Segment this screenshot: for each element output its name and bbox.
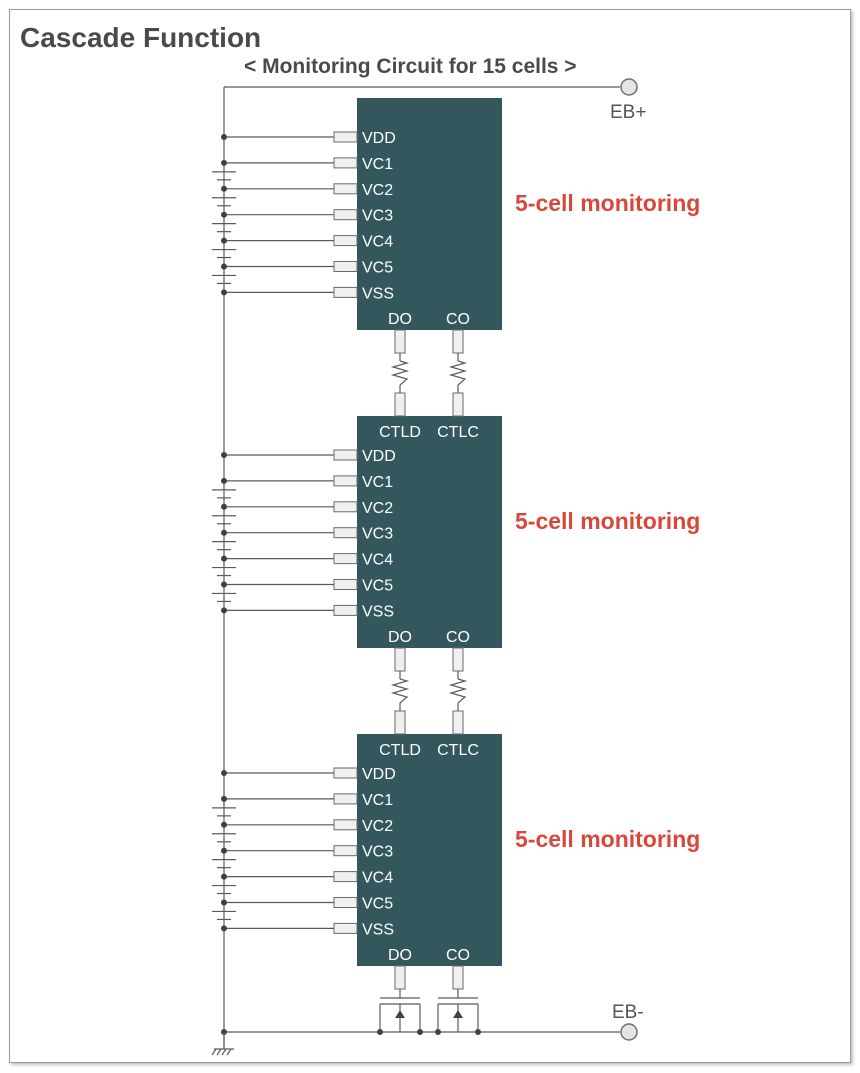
pin-vc4 <box>334 554 357 564</box>
resistor <box>451 361 465 385</box>
source-node <box>435 1029 441 1035</box>
pin-vss <box>334 287 357 297</box>
pin-label-vc5: VC5 <box>362 259 394 277</box>
rail-node <box>221 289 227 295</box>
eb-minus-terminal[interactable] <box>621 1024 637 1040</box>
diode-arrow <box>453 1010 463 1018</box>
rail-node <box>221 478 227 484</box>
resistor <box>393 679 407 703</box>
rail-node <box>221 134 227 140</box>
rail-node <box>221 452 227 458</box>
rail-node <box>221 900 227 906</box>
mosfet-2 <box>435 989 481 1035</box>
rail-node <box>221 504 227 510</box>
pin-label-do: DO <box>388 629 412 646</box>
drain-node <box>417 1029 423 1035</box>
pin-label-vc3: VC3 <box>362 525 394 543</box>
pin-label-vc4: VC4 <box>362 869 394 887</box>
rail-node <box>221 530 227 536</box>
link-resistor <box>451 671 465 734</box>
pin-vc4 <box>334 872 357 882</box>
pin-do <box>395 648 405 671</box>
resistor <box>393 361 407 385</box>
pin-vc3 <box>334 528 357 538</box>
rail-node <box>221 770 227 776</box>
pin-top <box>453 393 463 416</box>
rail-node <box>221 238 227 244</box>
rail-node <box>221 796 227 802</box>
ground-hatch-1 <box>212 1049 216 1055</box>
pin-vss <box>334 923 357 933</box>
mosfet-1 <box>377 989 423 1035</box>
rail-node <box>221 874 227 880</box>
monitoring-label: 5-cell monitoring <box>515 508 701 534</box>
pin-vdd <box>334 768 357 778</box>
rail-node <box>221 848 227 854</box>
pin-vc5 <box>334 898 357 908</box>
pin-vss <box>334 605 357 615</box>
link-resistor <box>451 353 465 416</box>
pin-label-vc1: VC1 <box>362 791 394 809</box>
eb-plus-label: EB+ <box>610 102 647 123</box>
pin-label-vc1: VC1 <box>362 155 394 173</box>
rail-node <box>221 607 227 613</box>
pin-do <box>395 966 405 989</box>
drain-node <box>475 1029 481 1035</box>
rail-node <box>221 264 227 270</box>
pin-top <box>395 393 405 416</box>
pin-vc4 <box>334 236 357 246</box>
diagram-subtitle: < Monitoring Circuit for 15 cells > <box>244 55 577 78</box>
resistor <box>451 679 465 703</box>
pin-co <box>453 330 463 353</box>
rail-node <box>221 582 227 588</box>
pin-label-ctlc: CTLC <box>437 742 479 759</box>
pin-label-vc2: VC2 <box>362 817 394 835</box>
pin-label-co: CO <box>446 947 470 964</box>
rail-node <box>221 160 227 166</box>
output-mosfets <box>212 989 644 1055</box>
pin-vc1 <box>334 794 357 804</box>
ground-hatch-3 <box>222 1049 226 1055</box>
link-resistor <box>393 353 407 416</box>
pin-vc5 <box>334 580 357 590</box>
pin-co <box>453 648 463 671</box>
pin-vc3 <box>334 210 357 220</box>
diode-arrow <box>395 1010 405 1018</box>
pin-label-vdd: VDD <box>362 448 396 465</box>
ground-hatch-4 <box>227 1049 231 1055</box>
pin-label-vc2: VC2 <box>362 499 394 517</box>
rail-node <box>221 212 227 218</box>
pin-do <box>395 330 405 353</box>
pin-co <box>453 966 463 989</box>
pin-label-vc3: VC3 <box>362 843 394 861</box>
pin-vc2 <box>334 820 357 830</box>
pin-top <box>453 711 463 734</box>
pin-vc3 <box>334 846 357 856</box>
pin-label-ctld: CTLD <box>379 424 421 441</box>
rail-node <box>221 822 227 828</box>
pin-label-co: CO <box>446 311 470 328</box>
ground-hatch-2 <box>217 1049 221 1055</box>
ic-blocks <box>212 98 502 989</box>
pin-label-vdd: VDD <box>362 130 396 147</box>
pin-vc5 <box>334 262 357 272</box>
rail-node <box>221 925 227 931</box>
pin-vc2 <box>334 184 357 194</box>
pin-label-ctld: CTLD <box>379 742 421 759</box>
pin-label-vc4: VC4 <box>362 551 394 569</box>
pin-vc1 <box>334 476 357 486</box>
rail-node <box>221 186 227 192</box>
pin-top <box>395 711 405 734</box>
pin-vdd <box>334 450 357 460</box>
link-resistor <box>393 671 407 734</box>
pin-label-vc1: VC1 <box>362 473 394 491</box>
pin-label-vc2: VC2 <box>362 181 394 199</box>
pin-label-vc3: VC3 <box>362 207 394 225</box>
monitoring-label: 5-cell monitoring <box>515 190 701 216</box>
pin-vc1 <box>334 158 357 168</box>
pin-vc2 <box>334 502 357 512</box>
pin-label-ctlc: CTLC <box>437 424 479 441</box>
pin-label-co: CO <box>446 629 470 646</box>
diagram-title: Cascade Function <box>20 22 262 53</box>
pin-label-vc5: VC5 <box>362 577 394 595</box>
pin-label-vc4: VC4 <box>362 233 394 251</box>
pin-vdd <box>334 132 357 142</box>
pin-label-vss: VSS <box>362 921 395 939</box>
pin-label-do: DO <box>388 947 412 964</box>
eb-plus-terminal[interactable] <box>621 79 637 95</box>
pin-label-vc5: VC5 <box>362 895 394 913</box>
source-node <box>377 1029 383 1035</box>
pin-label-vss: VSS <box>362 603 395 621</box>
pin-label-do: DO <box>388 311 412 328</box>
rail-node <box>221 556 227 562</box>
pin-label-vdd: VDD <box>362 766 396 783</box>
monitoring-label: 5-cell monitoring <box>515 826 701 852</box>
eb-minus-label: EB- <box>612 1002 644 1023</box>
pin-label-vss: VSS <box>362 285 395 303</box>
